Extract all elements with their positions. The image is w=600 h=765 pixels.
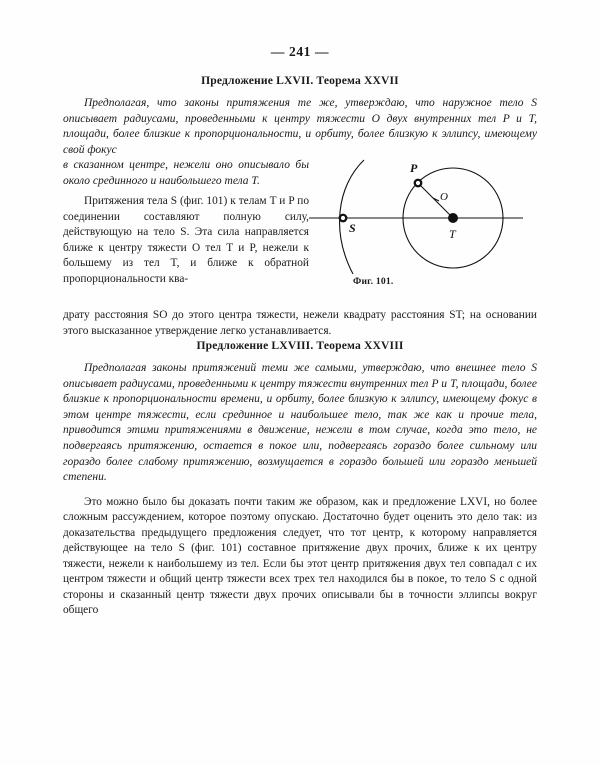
body-t-marker (448, 213, 458, 223)
proposition-67-heading: Предложение LXVII. Теорема XXVII (201, 74, 399, 87)
body-p-marker-inner (416, 181, 420, 185)
proposition-68-proof: Это можно было бы доказать почти таким же образом, как и предложение LXVI, но более сложным рассуждением, которое поэтому опускаю. Достаточно будет оценить это дело так: из доказательства предыдущего предложения следует, что тот центр, к которому направляется действующее на тело S (фиг. 101) составное притяжение двух прочих, ближе к их центру тяжести, нежели к наибольшему из тел. Если бы этот центр притяжения двух тел совпадал с их центром тяжести и общий центр тяжести всех трех тел находился бы в покое, то тело S с одной стороны и сказанный центр тяжести двух прочих описывали бы в точности эллипсы вокруг общего (63, 495, 537, 617)
figure-label-t: T (449, 227, 456, 242)
figure-101-caption: Фиг. 101. (353, 276, 394, 288)
body-s-marker-inner (341, 216, 345, 220)
figure-and-wrapped-text (63, 158, 537, 308)
proposition-67-statement-part2: в сказанном центре, нежели оно описывало бы около срединного и наибольшего тела T. (63, 159, 309, 187)
figure-101 (309, 158, 537, 308)
figure-label-s: S (349, 221, 356, 236)
figure-label-o: O (440, 191, 448, 204)
figure-label-p: P (410, 161, 418, 176)
proposition-67-proof-part1: Притяжения тела S (фиг. 101) к телам T и P по соединении составляют полную силу, действующую на тело S. Эта сила направляется ближе к центру тяжести O тел T и P, нежели к большему из тел T, и ближе к обратной пропорциональности ква- (63, 195, 309, 286)
proposition-68-statement: Предполагая законы притяжений теми же самыми, утверждаю, что внешнее тело S описывает радиусами, проведенными к центру тяжести внутренних тел P и T, площади, более близкие к пропорциональности времени, и орбиту, более близкую к эллипсу, имеющему фокус в этом центре тяжести, если срединное и наибольшее тело, так же как и прочие тела, приводится этими притяжениями в движение, нежели в том случае, когда это тело, не подвергаясь притяжению, остается в покое или, подвергаясь гораздо более сильному или гораздо более слабому притяжению, возмущается в гораздо большей или гораздо меньшей степени. (63, 362, 537, 484)
proposition-67-proof-part2: драту расстояния SO до этого центра тяжести, нежели квадрату расстояния ST; на основании этого высказанное утверждение легко устанавливается. (63, 309, 537, 337)
page-content (63, 74, 537, 619)
figure-101-drawing (309, 158, 537, 276)
page-number: — 241 — (270, 44, 330, 59)
proposition-67-statement-part1: Предполагая, что законы притяжения те же, утверждаю, что наружное тело S описывает радиусами, проведенными к центру тяжести O двух внутренних тел P и T, площади, более близкие к пропорциональности, и орбиту, более близкую к эллипсу, имеющему свой фокус (63, 97, 537, 156)
proposition-68-heading: Предложение LXVIII. Теорема XXVIII (196, 339, 404, 353)
